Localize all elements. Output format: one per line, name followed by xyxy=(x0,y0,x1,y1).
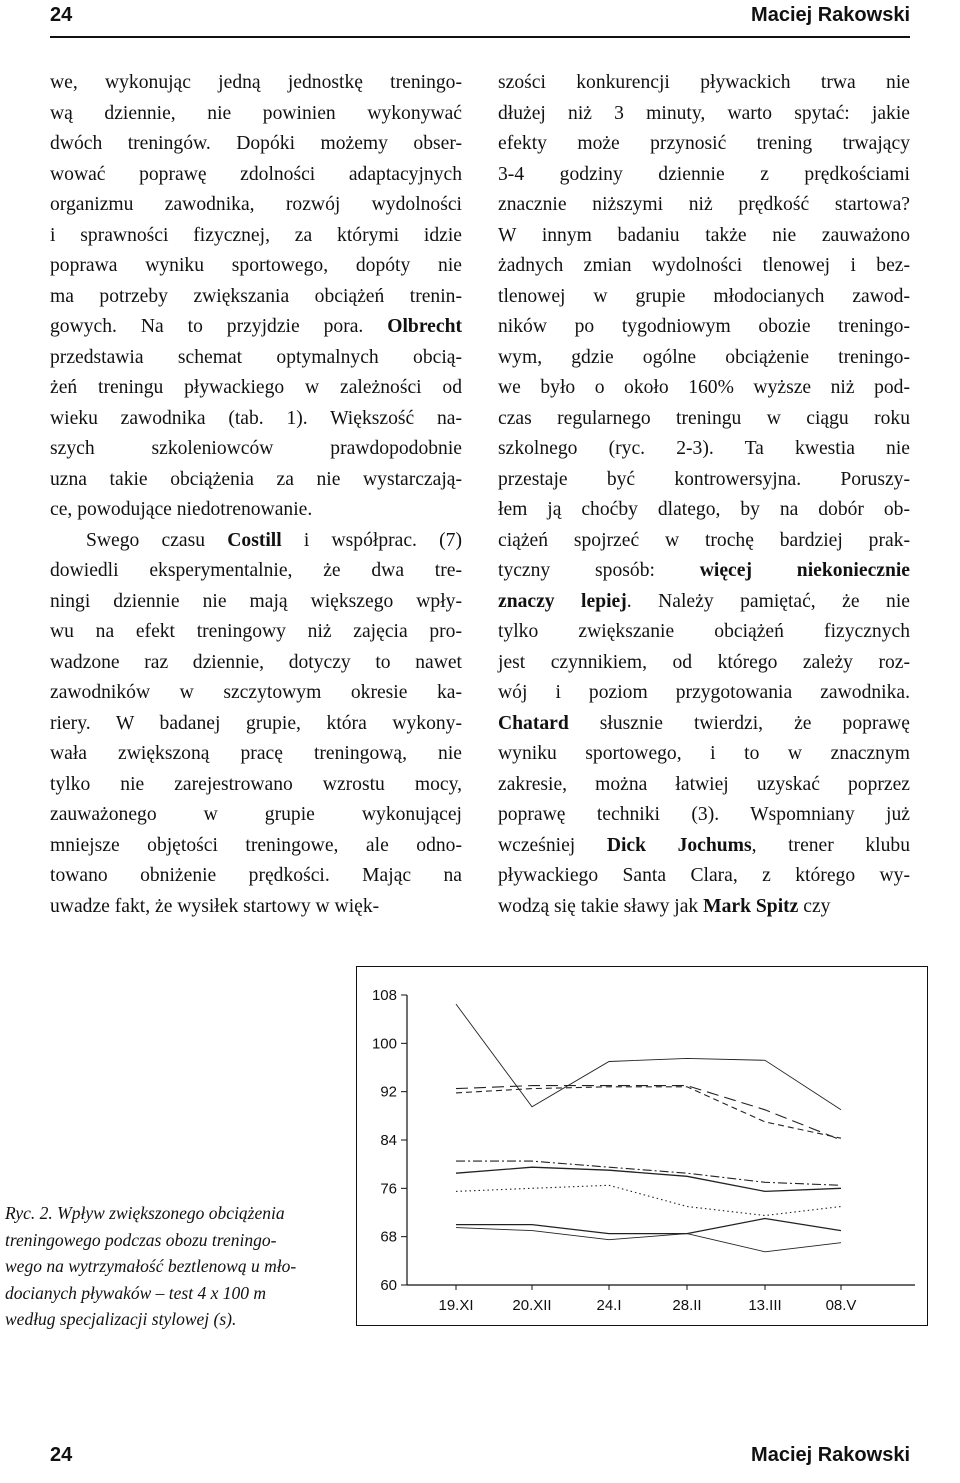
series-line-7 xyxy=(456,1219,841,1234)
header-author: Maciej Rakowski xyxy=(751,4,910,26)
x-tick-label: 08.V xyxy=(825,1297,857,1314)
y-tick-label: 76 xyxy=(380,1180,397,1198)
y-tick-label: 84 xyxy=(380,1132,397,1149)
text-line: przestaje być kontrowersyjna. Poruszy- xyxy=(498,468,910,490)
text-line: Chatard słusznie twierdzi, że poprawę xyxy=(498,712,910,734)
text-line: pływackiego Santa Clara, z którego wy- xyxy=(498,865,910,886)
text-line: dłużej niż 3 minuty, warto spytać: jakie xyxy=(498,102,910,124)
text-line: łem ją choćby dlatego, by na dobór ob- xyxy=(498,499,910,520)
text-line: szkolnego (ryc. 2-3). Ta kwestia nie xyxy=(498,438,910,459)
x-tick-label: 24.I xyxy=(596,1297,622,1314)
text-line: ma potrzeby zwiększania obciążeń trenin- xyxy=(50,285,462,307)
text-line: Swego czasu Costill i współprac. (7) xyxy=(86,529,462,551)
series-line-8 xyxy=(456,1228,841,1252)
text-line: we było o około 160% wyższe niż pod- xyxy=(498,377,910,398)
line-chart xyxy=(357,967,927,1325)
caption-line: Ryc. 2. Wpływ zwiększonego obciążenia xyxy=(5,1203,285,1223)
text-line: czas regularnego treningu w ciągu roku xyxy=(498,407,910,429)
text-line: wój i poziom przygotowania zawodnika. xyxy=(498,682,910,703)
series-line-3 xyxy=(456,1087,841,1138)
header-rule xyxy=(50,36,910,38)
text-line: poprawę techniki (3). Wspomniany już xyxy=(498,804,910,825)
text-line: uwadze fakt, że wysiłek startowy w więk- xyxy=(50,895,380,917)
x-tick-label: 19.XI xyxy=(438,1297,474,1314)
text-line: poprawa wyniku sportowego, dopóty nie xyxy=(50,255,462,276)
text-line: wyniku sportowego, i to w znacznym xyxy=(498,743,910,764)
text-line: wą dziennie, nie powinien wykonywać xyxy=(50,102,462,124)
text-line: tylko zwiększanie obciążeń fizycznych xyxy=(498,621,910,642)
text-line: gowych. Na to przyjdzie pora. Olbrecht xyxy=(50,316,462,337)
text-line: żeń treningu pływackiego w zależności od xyxy=(50,377,462,398)
text-line: tlenowej w grupie młodocianych zawod- xyxy=(498,285,910,307)
text-line: dwóch treningów. Dopóki możemy obser- xyxy=(50,133,462,154)
series-line-2 xyxy=(456,1086,841,1140)
text-line: przedstawia schemat optymalnych obcią- xyxy=(50,346,462,368)
text-line: żadnych zmian wydolności tlenowej i bez- xyxy=(498,255,910,276)
page-footer xyxy=(50,1440,910,1480)
text-line: we, wykonując jedną jednostkę treningo- xyxy=(50,72,462,93)
footer-page-number: 24 xyxy=(50,1444,73,1466)
text-line: wym, gdzie ogólne obciążenie treningo- xyxy=(498,346,910,368)
text-line: mniejsze objętości treningowe, ale odno- xyxy=(50,834,462,856)
y-tick-label: 60 xyxy=(380,1277,397,1294)
text-line: efekty może przynosić trening trwający xyxy=(498,133,910,154)
page-header xyxy=(50,0,910,38)
series-line-5 xyxy=(456,1167,841,1191)
text-line: tyczny sposób: więcej niekoniecznie xyxy=(498,560,910,581)
text-line: zawodników w szczytowym okresie ka- xyxy=(50,682,462,703)
text-line: riery. W badanej grupie, która wykony- xyxy=(50,712,462,734)
right-text-column xyxy=(498,68,910,922)
text-line: wować poprawę zdolności adaptacyjnych xyxy=(50,163,462,185)
figure-chart xyxy=(356,966,928,1326)
header-page-number: 24 xyxy=(50,4,73,26)
text-line: uzna takie obciążenia za nie wystarczają- xyxy=(50,468,462,490)
y-tick-label: 68 xyxy=(380,1228,397,1246)
text-line: W innym badaniu także nie zauważono xyxy=(498,224,910,246)
y-tick-label: 92 xyxy=(380,1083,397,1101)
y-tick-label: 108 xyxy=(371,987,397,1004)
text-line: zakresie, można łatwiej uzyskać poprzez xyxy=(498,773,910,795)
text-line: tylko nie zarejestrowano wzrostu mocy, xyxy=(50,773,462,795)
x-tick-label: 13.III xyxy=(748,1297,782,1314)
text-line: 3-4 godziny dziennie z prędkościami xyxy=(498,163,910,185)
text-line: wcześniej Dick Jochums, trener klubu xyxy=(498,834,910,856)
text-line: jest czynnikiem, od którego zależy roz- xyxy=(498,651,910,673)
text-line: szości konkurencji pływackich trwa nie xyxy=(498,72,910,93)
caption-line: według specjalizacji stylowej (s). xyxy=(5,1309,237,1329)
text-line: ciążeń spojrzeć w trochę bardziej prak- xyxy=(498,529,910,551)
series-line-6 xyxy=(456,1185,841,1215)
text-line: znaczy lepiej. Należy pamiętać, że nie xyxy=(498,590,910,612)
y-tick-label: 100 xyxy=(371,1035,397,1053)
text-line: wała zwiększoną pracę treningową, nie xyxy=(50,743,462,764)
text-line: wodzą się takie sławy jak Mark Spitz czy xyxy=(498,895,831,917)
x-tick-label: 28.II xyxy=(672,1297,702,1314)
text-line: dowiedli eksperymentalnie, że dwa tre- xyxy=(50,560,462,581)
text-line: wieku zawodnika (tab. 1). Większość na- xyxy=(50,407,462,429)
text-line: zauważonego w grupie wykonującej xyxy=(50,804,462,825)
series-line-1 xyxy=(456,1004,841,1110)
text-line: organizmu zawodnika, rozwój wydolności xyxy=(50,194,462,215)
left-text-column xyxy=(50,68,462,922)
text-line: ce, powodujące niedotrenowanie. xyxy=(50,499,313,520)
caption-line: treningowego podczas obozu treningo- xyxy=(5,1229,277,1250)
text-line: towano obniżenie prędkości. Mając na xyxy=(50,865,462,886)
text-line: wu na efekt treningowy niż zajęcia pro- xyxy=(50,621,462,642)
footer-author: Maciej Rakowski xyxy=(751,1444,910,1466)
text-line: szych szkoleniowców prawdopodobnie xyxy=(50,438,462,459)
text-line: ników po tygodniowym obozie treningo- xyxy=(498,316,910,337)
text-line: ningi dziennie nie mają większego wpły- xyxy=(50,590,462,612)
caption-line: wego na wytrzymałość beztlenową u mło- xyxy=(5,1256,297,1276)
figure-caption xyxy=(5,1200,345,1333)
text-line: i sprawności fizycznej, za którymi idzie xyxy=(50,224,462,246)
caption-line: docianych pływaków – test 4 x 100 m xyxy=(5,1282,266,1303)
x-tick-label: 20.XII xyxy=(512,1297,552,1314)
text-line: wadzone raz dziennie, dotyczy to nawet xyxy=(50,651,462,673)
text-line: znacznie niższymi niż prędkość startowa? xyxy=(498,194,910,215)
